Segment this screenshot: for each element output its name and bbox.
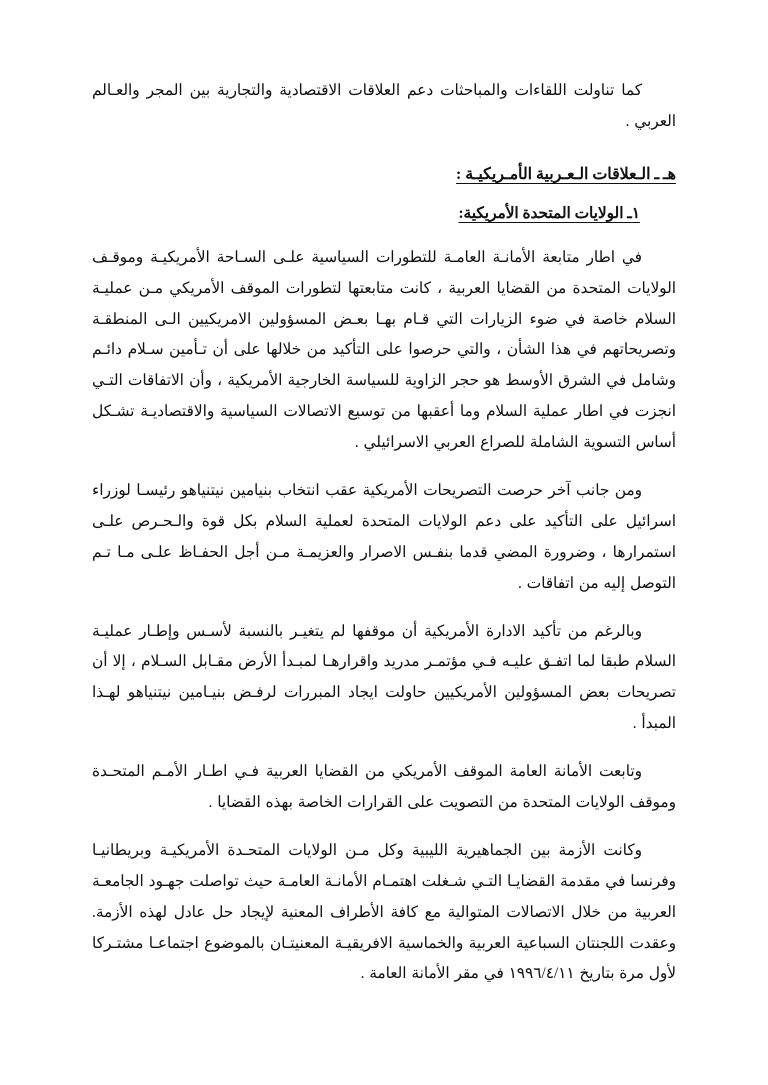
paragraph-1: في اطار متابعة الأمانـة العامـة للتطورات السياسية علـى السـاحة الأمريكيـة وموقـف الولايات المتحدة من القضايا العربية ، كانت متابعتها لتطورات الموقف الأمريكي مـن عمليـة السلام خاصة في ضوء الزيارات التي قـام بهـا بعـض المسؤولين الامريكيين الـى المنطقـة وتصريحاتهم في هذا الشأن ، والتي حرصوا على التأكيد من خلالها على أن تـأمين سـلام دائـم وشامل في الشرق الأوسط هو حجر الزاوية للسياسة الخارجية الأمريكية ، وأن الاتفاقات التـي انجزت في اطار عملية السلام وما أعقبها من توسيع الاتصالات السياسية والاقتصاديـة تشـكل أساس التسوية الشاملة للصراع العربي الاسرائيلي . (92, 248, 676, 452)
subsection-heading-text: ١ـ الولايات المتحدة الأمريكية: (458, 204, 640, 222)
section-heading-text: هـ ـ الـعلاقات الـعـربية الأمـريكيـة : (456, 165, 676, 183)
paragraph-3: وبالرغم من تأكيد الادارة الأمريكية أن موقفها لم يتغيـر بالنسبة لأسـس وإطـار عمليـة السلام طبقا لما اتفـق عليـه فـي مؤتمـر مدريد واقرارهـا لمبـدأ الأرض مقـابل السـلام ، إلا أن تصريحات بعض المسؤولين الأمريكيين حاولت ايجاد المبررات لرفـض بنيـامين نيتنياهو لهـذا المبدأ . (92, 622, 676, 733)
paragraph-5: وكانت الأزمة بين الجماهيرية الليبية وكل مـن الولايات المتحـدة الأمريكيـة وبريطانيـا وفرنسا في مقدمة القضايـا التـي شـغلت اهتمـام الأمانـة العامـة حيث تواصلت جهـود الجامعـة العربية من خلال الاتصالات المتوالية مع كافة الأطراف المعنية لإيجاد حل عادل لهذه الأزمة. وعقدت اللجنتان السباعية العربية والخماسية الافريقيـة المعنيتـان بالموضوع اجتماعـا مشتـركا لأول مرة بتاريخ ١٩٩٦/٤/١١ في مقر الأمانة العامة . (92, 841, 676, 983)
subsection-heading (92, 204, 676, 223)
paragraph-4: وتابعت الأمانة العامة الموقف الأمريكي من القضايا العربية فـي اطـار الأمـم المتحـدة وموقف الولايات المتحدة من التصويت على القرارات الخاصة بهذه القضايا . (92, 763, 676, 812)
section-heading (92, 164, 676, 184)
paragraph-intro: كما تناولت اللقاءات والمباحثات دعم العلاقات الاقتصادية والتجارية بين المجر والعـالم العربي . (92, 82, 676, 130)
paragraph-2: ومن جانب آخر حرصت التصريحات الأمريكية عقب انتخاب بنيامين نيتنياهو رئيسـا لوزراء اسرائيل على التأكيد على دعم الولايات المتحدة لعملية السلام بكل قوة والـحـرص علـى استمرارها ، وضرورة المضي قدما بنفـس الاصرار والعزيمـة مـن أجل الحفـاظ علـى مـا تـم التوصل إليه من اتفاقات . (92, 482, 676, 592)
